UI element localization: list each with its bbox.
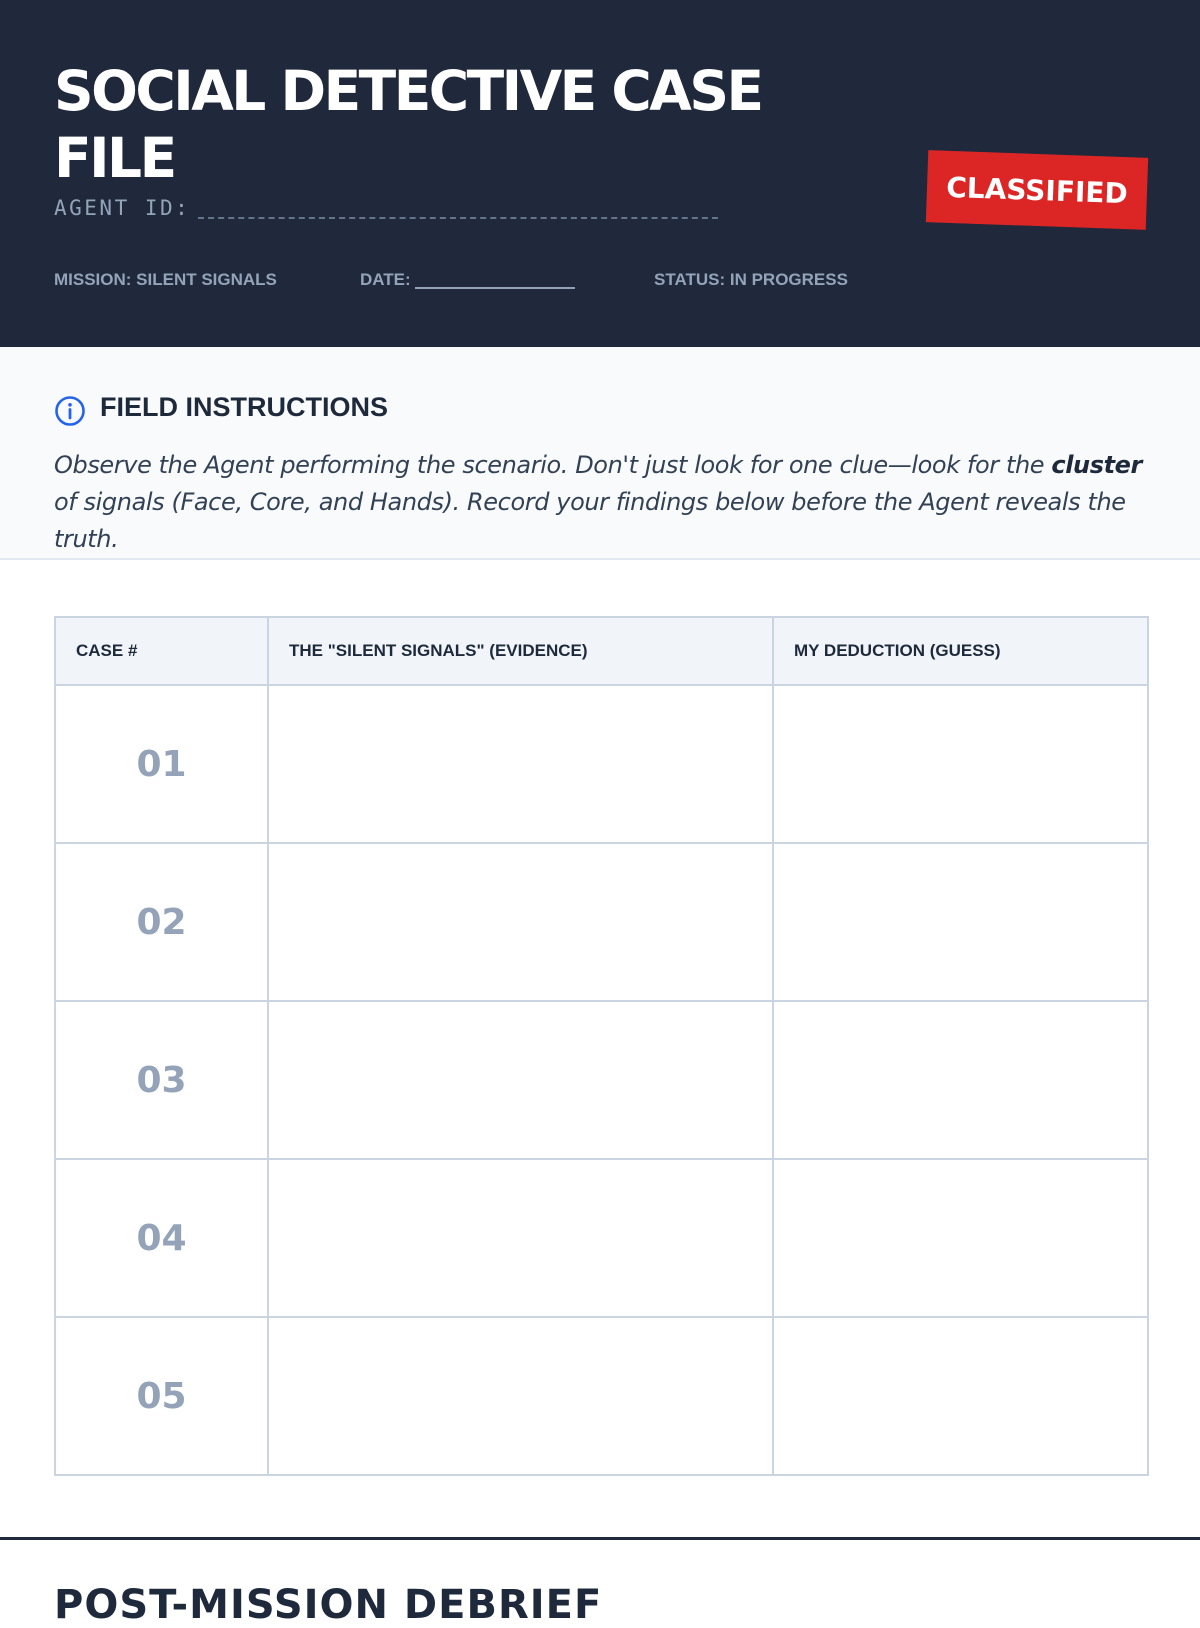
debrief-heading: POST-MISSION DEBRIEF xyxy=(54,1582,603,1628)
table-row xyxy=(55,1001,1148,1159)
mission-label: MISSION: SILENT SIGNALS xyxy=(54,270,277,289)
field-instructions-text xyxy=(54,447,1154,558)
column-header-deduction: MY DEDUCTION (GUESS) xyxy=(773,617,1148,685)
table-row xyxy=(55,1159,1148,1317)
table-row xyxy=(55,1317,1148,1475)
evidence-cell[interactable] xyxy=(268,843,773,1001)
column-header-case: CASE # xyxy=(55,617,268,685)
status-label: STATUS: IN PROGRESS xyxy=(654,270,848,289)
evidence-cell[interactable] xyxy=(268,1001,773,1159)
classified-stamp: CLASSIFIED xyxy=(926,150,1148,230)
section-divider xyxy=(0,1537,1200,1540)
table-row xyxy=(55,685,1148,843)
deduction-cell[interactable] xyxy=(773,1317,1148,1475)
table-header-row xyxy=(55,617,1148,685)
case-number: 03 xyxy=(55,1001,268,1159)
instructions-text-part: of signals (Face, Core, and Hands). Record your findings below before the Agent reveals the truth. xyxy=(54,488,1126,553)
column-header-evidence: THE "SILENT SIGNALS" (EVIDENCE) xyxy=(268,617,773,685)
deduction-cell[interactable] xyxy=(773,1001,1148,1159)
case-number: 01 xyxy=(55,685,268,843)
deduction-cell[interactable] xyxy=(773,843,1148,1001)
agent-id-label: AGENT ID: xyxy=(54,196,191,220)
case-number: 02 xyxy=(55,843,268,1001)
date-blank-line[interactable] xyxy=(415,270,575,289)
page-title: SOCIAL DETECTIVE CASE FILE xyxy=(54,59,762,190)
agent-id-blank-line[interactable] xyxy=(198,195,718,219)
deduction-cell[interactable] xyxy=(773,1159,1148,1317)
case-log-table xyxy=(54,616,1149,1476)
date-label: DATE: xyxy=(360,270,411,289)
table-row xyxy=(55,843,1148,1001)
field-instructions-heading: FIELD INSTRUCTIONS xyxy=(100,392,388,422)
date-field xyxy=(360,270,575,290)
instructions-text-part: Observe the Agent performing the scenario. Don't just look for one clue—look for the xyxy=(54,451,1052,479)
instructions-emphasis: cluster xyxy=(1051,451,1142,479)
evidence-cell[interactable] xyxy=(268,1159,773,1317)
agent-id-field xyxy=(54,195,718,220)
info-icon xyxy=(54,395,86,427)
deduction-cell[interactable] xyxy=(773,685,1148,843)
case-number: 04 xyxy=(55,1159,268,1317)
case-number: 05 xyxy=(55,1317,268,1475)
evidence-cell[interactable] xyxy=(268,685,773,843)
evidence-cell[interactable] xyxy=(268,1317,773,1475)
